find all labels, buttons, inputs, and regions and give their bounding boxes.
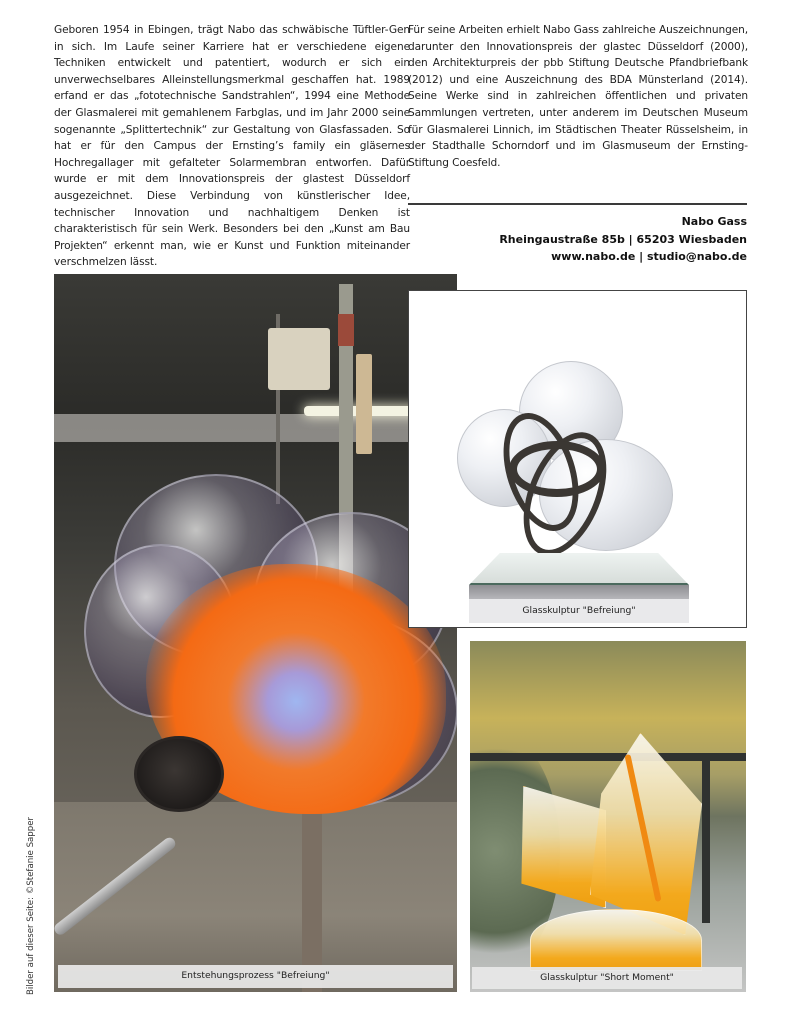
article-text-left: Geboren 1954 in Ebingen, trägt Nabo das schwäbische Tüftler-Gen in sich. Im Laufe seiner Karriere hat er verschiedene eigene Techniken entwickelt und patentiert, wodurch er sich ein unverwechselbares Alleinstellungsmerkmal geschaffen hat. 1989 erfand er das „fototechnische Sandstrahlen“, 1994 eine Methode der Glasmalerei mit gemahlenem Farbglas, und im Jahr 2000 seine sogenannte „Splittertechnik“ zur Gestaltung von Glasfassaden. So hat er für den Campus der Ernsting’s family ein gläsernes Hochregallager mit gefalteter Solarmembran entworfen. Dafür wurde er mit dem Innovationspreis der glastest Düsseldorf ausgezeichnet. Diese Verbindung von künstlerischer Idee, technischer Innovation und nachhaltigem Denken ist charakteristisch für sein Werk. Besonders bei den „Kunst am Bau Projekten“ erkennt man, wie er Kunst und Funktion miteinander verschmelzen lässt. — [54, 24, 410, 269]
contact-name: Nabo Gass — [681, 215, 747, 228]
photo-caption: Glasskulptur "Befreiung" — [469, 599, 689, 623]
photo-credit: Bilder auf dieser Seite: ©Stefanie Sapper — [26, 816, 36, 995]
photo-sculpture-short-moment — [470, 641, 746, 992]
photo-workshop-process — [54, 274, 457, 992]
contact-block — [408, 213, 747, 266]
contact-divider — [408, 203, 747, 205]
photo-caption: Glasskulptur "Short Moment" — [472, 967, 742, 989]
contact-address: Rheingaustraße 85b | 65203 Wiesbaden — [499, 232, 747, 246]
photo-sculpture-befreiung — [408, 290, 747, 628]
photo-caption: Entstehungsprozess "Befreiung" — [58, 965, 453, 988]
contact-web-email: www.nabo.de | studio@nabo.de — [551, 250, 747, 263]
article-text-right: Für seine Arbeiten erhielt Nabo Gass zahlreiche Auszeichnungen, darunter den Innovationspreis der glastec Düsseldorf (2000), den Architekturpreis der pbb Stiftung Deutsche Pfandbriefbank (2012) und eine Auszeichnung des BDA Münsterland (2014). Seine Werke sind in zahlreichen öffentlichen und privaten Sammlungen vertreten, unter anderem im Deutschen Museum für Glasmalerei Linnich, im Städtischen Theater Rüsselsheim, in der Stadthalle Schorndorf und im Glasmuseum der Ernsting-Stiftung Coesfeld. — [408, 24, 748, 169]
